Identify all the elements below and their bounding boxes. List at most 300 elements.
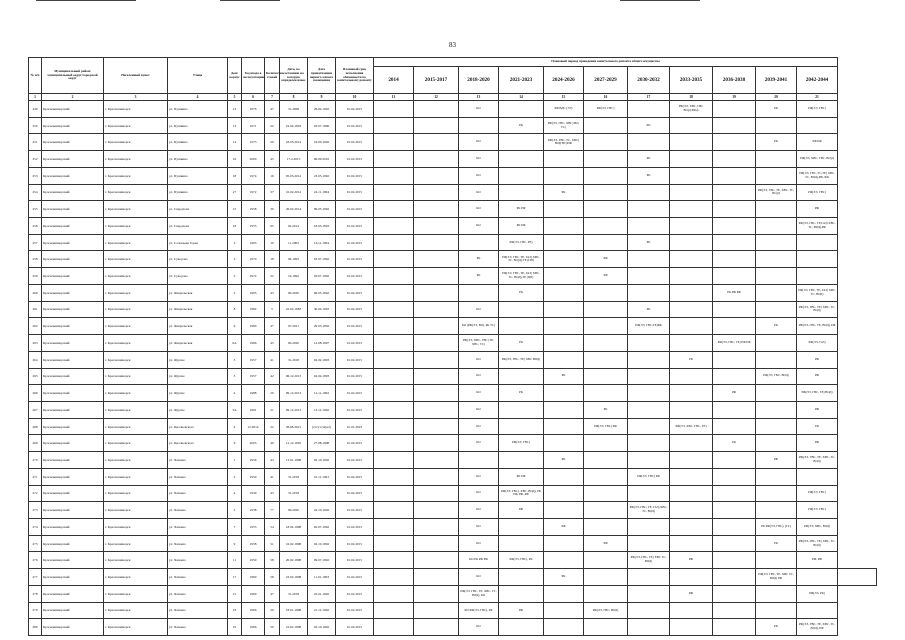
- table-row: [29, 117, 877, 134]
- house-cell: 4: [228, 385, 242, 402]
- period-cell-2014: [374, 101, 414, 118]
- settlement-cell: г. Красновишерск: [104, 284, 168, 301]
- period-cell-2033-2035: РФ: [670, 585, 713, 602]
- period-cell-2030-2032: [628, 401, 670, 418]
- period-cell-2027-2029: [584, 284, 628, 301]
- header-column-number: 15: [544, 94, 584, 101]
- period-cell-2018-2020: КО: [459, 535, 499, 552]
- date-emergency-cell: 31.2018: [280, 468, 308, 485]
- year-built-cell: 1938: [242, 502, 265, 519]
- date-emergency-cell: 10.02.2014: [280, 184, 308, 201]
- period-cell-2015-2017: [414, 468, 459, 485]
- period-cell-2021-2023: [499, 518, 544, 535]
- period-cell-2033-2035: [670, 218, 713, 235]
- planned-year-cell: 01.02.2015: [336, 117, 374, 134]
- period-cell-2027-2029: [584, 452, 628, 469]
- street-cell: ул. Суворова: [168, 268, 228, 285]
- period-cell-2030-2032: [628, 134, 670, 151]
- table-row: [29, 518, 877, 535]
- period-cell-2033-2035: [670, 385, 713, 402]
- header-district: Муниципальный район/муниципальный округ/городской округ: [42, 58, 104, 94]
- date-privatization-cell: 24.11.1994: [308, 184, 336, 201]
- floors-cell: 41: [265, 468, 280, 485]
- street-cell: ул. Февральская: [168, 284, 228, 301]
- floors-cell: 20: [265, 385, 280, 402]
- period-cell-2018-2020: КО: [459, 184, 499, 201]
- period-cell-2042-2044: РФ(ЭЭ, ГВС): [797, 101, 838, 118]
- period-cell-2033-2035: [670, 301, 713, 318]
- period-cell-2030-2032: РК: [628, 151, 670, 168]
- period-cell-2036-2038: [713, 535, 756, 552]
- planned-year-cell: 01.02.2015: [336, 284, 374, 301]
- period-cell-2030-2032: [628, 569, 670, 586]
- year-built-cell: 1966: [242, 602, 265, 619]
- floors-cell: 50: [265, 619, 280, 636]
- period-cell-2033-2035: [670, 435, 713, 452]
- period-cell-2021-2023: [499, 452, 544, 469]
- period-cell-2039-2041: [756, 435, 797, 452]
- district-cell: Красновишерский: [42, 167, 104, 184]
- street-cell: ул. Циолковского: [168, 418, 228, 435]
- header-column-number: 16: [584, 94, 628, 101]
- period-cell-2039-2041: [756, 502, 797, 519]
- period-cell-2018-2020: КО: [459, 569, 499, 586]
- period-cell-2033-2035: [670, 284, 713, 301]
- floors-cell: 51: [265, 535, 280, 552]
- period-cell-2014: [374, 518, 414, 535]
- table-row: [29, 401, 877, 418]
- year-built-cell: 1970: [242, 251, 265, 268]
- date-privatization-cell: 27.08.1998: [308, 435, 336, 452]
- period-cell-2015-2017: [414, 368, 459, 385]
- period-cell-2024-2026: РК: [544, 452, 584, 469]
- house-cell: 9: [228, 535, 242, 552]
- settlement-cell: г. Красновишерск: [104, 301, 168, 318]
- header-year-2027-2029: 2027-2029: [584, 67, 628, 94]
- street-cell: ул. Свердлова: [168, 201, 228, 218]
- planned-year-cell: 01.02.2015: [336, 335, 374, 352]
- period-cell-2024-2026: [544, 335, 584, 352]
- year-built-cell: 2005: [242, 435, 265, 452]
- period-cell-2030-2032: [628, 335, 670, 352]
- year-built-cell: 1991: [242, 401, 265, 418]
- period-cell-2018-2020: КО: [459, 619, 499, 636]
- period-cell-2018-2020: [459, 234, 499, 251]
- header-year-2014: 2014: [374, 67, 414, 94]
- period-cell-2018-2020: КО: [459, 435, 499, 452]
- row-number: 251: [29, 134, 42, 151]
- period-cell-2033-2035: РФ(ЭЭ, ХВС, ГВС, ТЕ): [670, 418, 713, 435]
- date-privatization-cell: 02.10.1992: [308, 619, 336, 636]
- year-built-cell: 1959: [242, 552, 265, 569]
- header-column-number: 8: [280, 94, 308, 101]
- period-cell-2033-2035: [670, 468, 713, 485]
- period-cell-2042-2044: [797, 234, 838, 251]
- table-row: [29, 385, 877, 402]
- street-cell: ул. Пушкина: [168, 134, 228, 151]
- period-cell-2015-2017: [414, 535, 459, 552]
- district-cell: Красновишерский: [42, 101, 104, 118]
- district-cell: Красновишерский: [42, 435, 104, 452]
- period-cell-2030-2032: [628, 368, 670, 385]
- date-emergency-cell: 02.2014: [280, 218, 308, 235]
- house-cell: 9: [228, 318, 242, 335]
- date-privatization-cell: 02.07.1992: [308, 518, 336, 535]
- date-emergency-cell: 31.2008: [280, 101, 308, 118]
- header-column-number: 7: [265, 94, 280, 101]
- street-cell: ул. Пушкина: [168, 117, 228, 134]
- period-cell-2042-2044: РФ(ЭЭ, ГВС, ТЕ) ВОД): [797, 385, 838, 402]
- house-cell: 13: [228, 117, 242, 134]
- period-cell-2027-2029: [584, 234, 628, 251]
- period-cell-2014: [374, 268, 414, 285]
- district-cell: Красновишерский: [42, 335, 104, 352]
- district-cell: Красновишерский: [42, 485, 104, 502]
- planned-year-cell: 01.02.2015: [336, 151, 374, 168]
- period-cell-2039-2041: [756, 301, 797, 318]
- floors-cell: 54: [265, 518, 280, 535]
- period-cell-2033-2035: [670, 201, 713, 218]
- floors-cell: 49: [265, 435, 280, 452]
- settlement-cell: г. Красновишерск: [104, 452, 168, 469]
- year-built-cell: 1966: [242, 335, 265, 352]
- period-cell-2015-2017: [414, 184, 459, 201]
- period-cell-2024-2026: РФ ВДС (ЭЭ): [544, 101, 584, 118]
- period-cell-2039-2041: [756, 385, 797, 402]
- period-cell-2030-2032: [628, 268, 670, 285]
- period-cell-2027-2029: РФ(ЭЭ, ГВС, ВОД): [584, 602, 628, 619]
- date-emergency-cell: 16.02.1998: [280, 535, 308, 552]
- period-cell-2018-2020: КО: [459, 385, 499, 402]
- period-cell-2024-2026: [544, 385, 584, 402]
- period-cell-2036-2038: [713, 134, 756, 151]
- period-cell-2014: [374, 535, 414, 552]
- period-cell-2036-2038: [713, 585, 756, 602]
- period-cell-2033-2035: [670, 184, 713, 201]
- period-cell-2014: [374, 167, 414, 184]
- table-row: [29, 535, 877, 552]
- settlement-cell: г. Красновишерск: [104, 201, 168, 218]
- period-cell-2027-2029: [584, 435, 628, 452]
- floors-cell: 18: [265, 251, 280, 268]
- house-cell: 4: [228, 485, 242, 502]
- period-cell-2015-2017: [414, 284, 459, 301]
- header-year-2039-2041: 2039-2041: [756, 67, 797, 94]
- house-cell: 25: [228, 619, 242, 636]
- period-cell-2042-2044: РФ РФ: [797, 134, 838, 151]
- street-cell: ул. Пушкина: [168, 101, 228, 118]
- date-emergency-cell: 18.02.1998: [280, 518, 308, 535]
- house-cell: 18: [228, 218, 242, 235]
- row-number: 249: [29, 101, 42, 118]
- settlement-cell: г. Красновишерск: [104, 117, 168, 134]
- period-cell-2018-2020: РФ(ЭЭ, ГВС, ТЕ, ХВС, ТС, ВОД), КО: [459, 585, 499, 602]
- table-row: [29, 251, 877, 268]
- year-built-cell: 1953: [242, 518, 265, 535]
- settlement-cell: г. Красновишерск: [104, 351, 168, 368]
- district-cell: Красновишерский: [42, 184, 104, 201]
- date-privatization-cell: 03.07.1992: [308, 251, 336, 268]
- period-cell-2030-2032: [628, 101, 670, 118]
- period-cell-2036-2038: [713, 452, 756, 469]
- planned-year-cell: 01.02.2015: [336, 234, 374, 251]
- row-number: 257: [29, 234, 42, 251]
- period-cell-2027-2029: [584, 151, 628, 168]
- header-year-2033-2035: 2033-2035: [670, 67, 713, 94]
- date-emergency-cell: 16.1992: [280, 268, 308, 285]
- floors-cell: 47: [265, 318, 280, 335]
- district-cell: Красновишерский: [42, 284, 104, 301]
- scan-edge-line: [36, 0, 136, 1]
- table-row: [29, 335, 877, 352]
- date-privatization-cell: 06.05.1992: [308, 284, 336, 301]
- period-cell-2024-2026: РФ: [544, 518, 584, 535]
- date-privatization-cell: 02.10.1992: [308, 535, 336, 552]
- period-cell-2015-2017: [414, 418, 459, 435]
- period-cell-2018-2020: [459, 117, 499, 134]
- year-built-cell: 1955: [242, 218, 265, 235]
- floors-cell: 42: [265, 368, 280, 385]
- period-cell-2018-2020: КО: [459, 401, 499, 418]
- period-cell-2036-2038: [713, 602, 756, 619]
- date-privatization-cell: 03.07.1996: [308, 117, 336, 134]
- header-column-number: 4: [168, 94, 228, 101]
- planned-year-cell: 01.02.2015: [336, 569, 374, 586]
- period-cell-2015-2017: [414, 301, 459, 318]
- capital-repair-schedule-table: [28, 57, 877, 636]
- street-cell: ул. Чапаева: [168, 485, 228, 502]
- street-cell: ул. Фрунзе: [168, 351, 228, 368]
- header-planned-year: Плановый срок исполнения обязанности по капитальному ремонту: [336, 58, 374, 94]
- period-cell-2039-2041: РК: [756, 101, 797, 118]
- period-cell-2024-2026: РФ(ЭЭ, ГВС, ТС, ХВС) ВО(ГВС)ПФ: [544, 134, 584, 151]
- period-cell-2033-2035: [670, 151, 713, 168]
- street-cell: ул. Чапаева: [168, 602, 228, 619]
- period-cell-2027-2029: [584, 301, 628, 318]
- period-cell-2030-2032: [628, 184, 670, 201]
- table-row: [29, 184, 877, 201]
- house-cell: 27: [228, 184, 242, 201]
- period-cell-2015-2017: [414, 485, 459, 502]
- year-built-cell: 1974: [242, 167, 265, 184]
- period-cell-2015-2017: [414, 251, 459, 268]
- period-cell-2027-2029: РФ(ЭЭ, ГВС) РФ: [584, 418, 628, 435]
- house-cell: 12: [228, 101, 242, 118]
- row-number: 266: [29, 385, 42, 402]
- period-cell-2021-2023: РФ(ЭЭ, ГВС, ТЕ, ГАЗ) ХВС, ТС, ВО(Д),ТЕ (ПП): [499, 251, 544, 268]
- header-column-number: 11: [374, 94, 414, 101]
- period-cell-2018-2020: КО: [459, 351, 499, 368]
- floors-cell: 47: [265, 101, 280, 118]
- period-cell-2042-2044: РФ(ЭЭ, ГВС, ТЕ,ГАЗ) ХВС, ТС, ВОД),РФ: [797, 218, 838, 235]
- district-cell: Красновишерский: [42, 218, 104, 235]
- period-cell-2030-2032: [628, 619, 670, 636]
- street-cell: ул. Чапаева: [168, 619, 228, 636]
- period-cell-2027-2029: [584, 485, 628, 502]
- district-cell: Красновишерский: [42, 535, 104, 552]
- period-cell-2018-2020: РК: [459, 251, 499, 268]
- row-number: 255: [29, 201, 42, 218]
- header-column-number: 13: [459, 94, 499, 101]
- district-cell: Красновишерский: [42, 385, 104, 402]
- period-cell-2042-2044: РФ: [797, 401, 838, 418]
- year-built-cell: 1988: [242, 385, 265, 402]
- year-built-cell: 1960: [242, 585, 265, 602]
- table-row: [29, 318, 877, 335]
- period-cell-2021-2023: [499, 418, 544, 435]
- header-column-number: 12: [414, 94, 459, 101]
- period-cell-2018-2020: КО РК РФ РФ: [459, 552, 499, 569]
- period-cell-2014: [374, 418, 414, 435]
- district-cell: Красновишерский: [42, 518, 104, 535]
- settlement-cell: г. Красновишерск: [104, 385, 168, 402]
- period-cell-2039-2041: [756, 268, 797, 285]
- period-cell-2042-2044: [797, 602, 838, 619]
- floors-cell: 47: [265, 585, 280, 602]
- date-privatization-cell: 16.09.1992: [308, 134, 336, 151]
- period-cell-2015-2017: [414, 619, 459, 636]
- period-cell-2021-2023: [499, 401, 544, 418]
- period-cell-2027-2029: [584, 218, 628, 235]
- header-date-privatization: Дата приватизации первого жилого помещения: [308, 58, 336, 94]
- period-cell-2036-2038: [713, 368, 756, 385]
- year-built-cell: 1971: [242, 117, 265, 134]
- period-cell-2030-2032: РФ(ЭЭ, ГВС,ТЕ)РФ: [628, 318, 670, 335]
- date-privatization-cell: 02.02.1993: [308, 351, 336, 368]
- street-cell: ул. Чапаева: [168, 535, 228, 552]
- period-cell-2036-2038: [713, 485, 756, 502]
- period-cell-2014: [374, 117, 414, 134]
- settlement-cell: г. Красновишерск: [104, 151, 168, 168]
- period-cell-2033-2035: [670, 368, 713, 385]
- planned-year-cell: 01.02.2015: [336, 552, 374, 569]
- period-cell-2021-2023: [499, 134, 544, 151]
- floors-cell: 21: [265, 401, 280, 418]
- floors-cell: 16: [265, 167, 280, 184]
- period-cell-2030-2032: РК: [628, 234, 670, 251]
- period-cell-2033-2035: [670, 401, 713, 418]
- floors-cell: 22: [265, 117, 280, 134]
- street-cell: ул. Пушкина: [168, 167, 228, 184]
- year-built-cell: 1976: [242, 101, 265, 118]
- date-privatization-cell: 22.01.1992: [308, 585, 336, 602]
- date-emergency-cell: 26.08.2021: [280, 418, 308, 435]
- period-cell-2014: [374, 134, 414, 151]
- planned-year-cell: 01.02.2015: [336, 201, 374, 218]
- period-cell-2027-2029: [584, 569, 628, 586]
- floors-cell: 45: [265, 335, 280, 352]
- row-number: 250: [29, 117, 42, 134]
- period-cell-2018-2020: КО: [459, 218, 499, 235]
- settlement-cell: г. Красновишерск: [104, 368, 168, 385]
- period-cell-2021-2023: [499, 184, 544, 201]
- year-built-cell: 1980: [242, 318, 265, 335]
- planned-year-cell: 01.02.2015: [336, 218, 374, 235]
- period-cell-2033-2035: РФ(ЭЭ, ХВС, ГВС ВО)Д,РФ,ф: [670, 101, 713, 118]
- period-cell-2021-2023: [499, 368, 544, 385]
- period-cell-2042-2044: РФ: [797, 368, 838, 385]
- house-cell: 4: [228, 418, 242, 435]
- period-cell-2015-2017: [414, 552, 459, 569]
- settlement-cell: г. Красновишерск: [104, 167, 168, 184]
- row-number: 263: [29, 335, 42, 352]
- period-cell-2042-2044: РФ(ЭЭ, ГВС, ТЕ, ВОД), РФ: [797, 318, 838, 335]
- header-street: Улица: [168, 58, 228, 94]
- settlement-cell: г. Красновишерск: [104, 502, 168, 519]
- district-cell: Красновишерский: [42, 569, 104, 586]
- period-cell-2024-2026: РФ(ЭЭ, ГВС, ХВС) ВО, ТС): [544, 117, 584, 134]
- planned-year-cell: 01.02.2015: [336, 101, 374, 118]
- date-privatization-cell: 16.11.1994: [308, 234, 336, 251]
- period-cell-2042-2044: РФ(ЭЭ, ГВС, ТЕ, ХВС, ТС, ВОД), РФ: [797, 619, 838, 636]
- floors-cell: 10: [265, 234, 280, 251]
- period-cell-2018-2020: КО: [459, 301, 499, 318]
- planned-year-cell: 01.02.2015: [336, 485, 374, 502]
- year-built-cell: 1972: [242, 268, 265, 285]
- year-built-cell: 1993: [242, 284, 265, 301]
- period-cell-2039-2041: РК: [756, 535, 797, 552]
- district-cell: Красновишерский: [42, 117, 104, 134]
- table-row: [29, 284, 877, 301]
- period-cell-2030-2032: РК: [628, 301, 670, 318]
- date-privatization-cell: 12.11.1992: [308, 385, 336, 402]
- period-cell-2024-2026: [544, 167, 584, 184]
- period-cell-2036-2038: [713, 518, 756, 535]
- period-cell-2021-2023: РК РФ: [499, 218, 544, 235]
- settlement-cell: г. Красновишерск: [104, 218, 168, 235]
- floors-cell: 29: [265, 602, 280, 619]
- period-cell-2042-2044: РФ(ЭЭ, ГВС, ТЕ, ГАЗ) ХВС, ТС, ВОД): [797, 284, 838, 301]
- period-cell-2018-2020: КО (РФ(ЭЭ, ВО), РК ТС): [459, 318, 499, 335]
- header-num: № п/п: [29, 58, 42, 94]
- period-cell-2033-2035: [670, 234, 713, 251]
- date-privatization-cell: 24.10.1992: [308, 502, 336, 519]
- street-cell: ул. Чапаева: [168, 569, 228, 586]
- table-row: [29, 552, 877, 569]
- period-cell-2015-2017: [414, 234, 459, 251]
- period-cell-2024-2026: [544, 351, 584, 368]
- period-cell-2039-2041: [756, 167, 797, 184]
- period-cell-2014: [374, 284, 414, 301]
- header-column-number: 6: [242, 94, 265, 101]
- period-cell-2024-2026: [544, 401, 584, 418]
- period-cell-2039-2041: [756, 151, 797, 168]
- period-cell-2027-2029: [584, 117, 628, 134]
- period-cell-2036-2038: [713, 251, 756, 268]
- district-cell: Красновишерский: [42, 318, 104, 335]
- row-number: 254: [29, 184, 42, 201]
- settlement-cell: г. Красновишерск: [104, 101, 168, 118]
- period-cell-2014: [374, 251, 414, 268]
- period-cell-2042-2044: РФ(ЭЭ, ХВС, ГВС, ВО)Д: [797, 151, 838, 168]
- period-cell-2036-2038: РФ(ЭЭ, ГВС, ТЕ) РФ РФ: [713, 335, 756, 352]
- period-cell-2039-2041: [756, 251, 797, 268]
- date-emergency-cell: 09.2020: [280, 284, 308, 301]
- date-emergency-cell: 31.2018: [280, 485, 308, 502]
- row-number: 256: [29, 218, 42, 235]
- period-cell-2018-2020: КО: [459, 468, 499, 485]
- house-cell: 2: [228, 468, 242, 485]
- header-column-number: 10: [336, 94, 374, 101]
- period-cell-2039-2041: РК: [756, 619, 797, 636]
- period-cell-2024-2026: РК: [544, 569, 584, 586]
- year-built-cell: 1960: [242, 569, 265, 586]
- settlement-cell: г. Красновишерск: [104, 184, 168, 201]
- period-cell-2033-2035: РФ: [670, 552, 713, 569]
- period-cell-2039-2041: [756, 335, 797, 352]
- period-cell-2030-2032: [628, 251, 670, 268]
- period-cell-2024-2026: [544, 218, 584, 235]
